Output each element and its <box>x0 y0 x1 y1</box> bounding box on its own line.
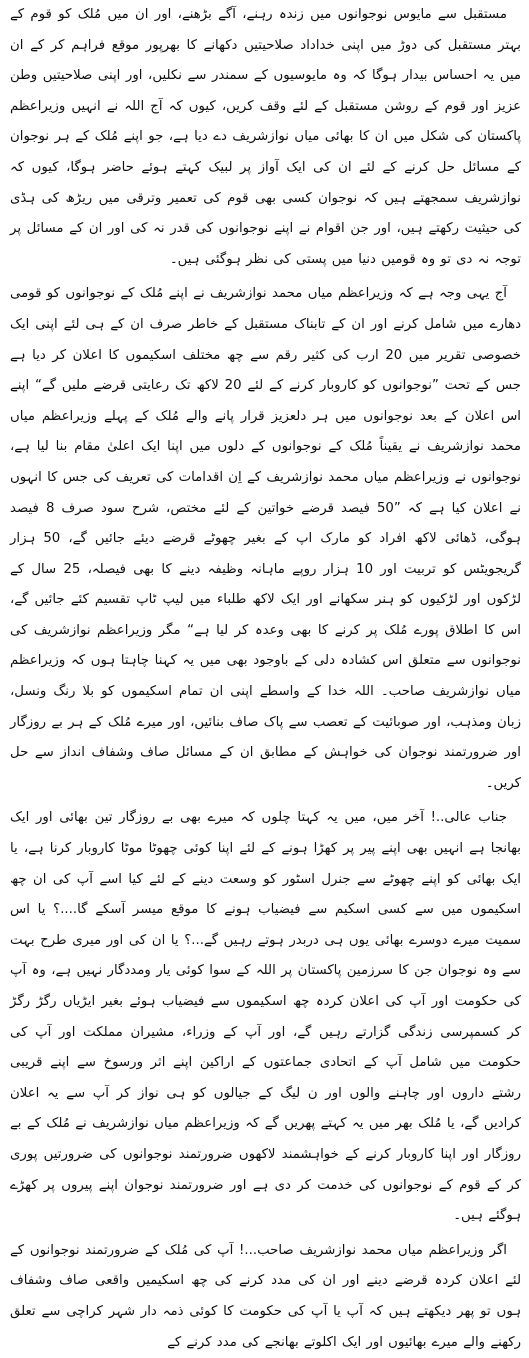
article-paragraph-3: جناب عالی..! آخر میں، میں یہ کہتا چلوں کہ میرے بھی بے روزگار تین بھائی اور ایک بھانجا ہے انہیں بھی اپنے پیر پر کھڑا ہونے کے لئے اپنا کوئی چھوٹا موٹا کاروبار کرنا ہے، یا ایک بھائی کو اپنے چھوٹے سے جنرل اسٹور کو وسعت دینے کے لئے کیا اسے آپ کی ان چھ اسکیموں میں سے کسی اسکیم سے فیضیاب ہونے کا موقع میسر آسکے گا....؟ یا اس سمیت میرے دوسرے بھائی یوں ہی دربدر ہوتے رہیں گے...؟ یا ان کی اور میری طرح بہت سے وہ نوجوان جن کا سرزمین پاکستان پر اللہ کے سوا کوئی یار ومددگار نہیں ہے، وہ آپ کی حکومت اور آپ کی اعلان کردہ چھ اسکیموں سے فیضیاب ہوئے بغیر ایڑیاں رگڑ رگڑ کر کسمپرسی زندگی گزارتے رہیں گے، اور آپ کے وزراء، مشیران مملکت اور آپ کی حکومت میں شامل آپ کے اتحادی جماعتوں کے اراکین اپنے اثر ورسوخ سے اپنے قریبی رشتے داروں اور چاہنے والوں اور ن لیگ کے جیالوں کو ہی نواز کر آپ سے یہ اعلان کرادیں گے، یا مُلک بھر میں یہ کہتے پھریں گے کہ وزیراعظم میاں نوازشریف نے مُلک کے بے روزگار اور اپنا کاروبار کرنے کے خواہشمند لاکھوں ضرورتمند نوجوانوں کی ضرورتیں پوری کر کے قوم کے نوجوانوں کی خدمت کر دی ہے اور ضرورتمند نوجوان اپنے پیروں پر کھڑے ہوگئے ہیں۔ <box>10 810 521 1224</box>
article-paragraph-4: اگر وزیراعظم میاں محمد نوازشریف صاحب...! آپ کی مُلک کے ضرورتمند نوجوانوں کے لئے اعلان کردہ قرضے دینے اور ان کی مدد کرنے کی چھ اسکیمیں واقعی صاف وشفاف ہوں تو پھر دیکھتے ہیں کہ آپ یا آپ کی حکومت کا کوئی ذمہ دار شہر کراچی سے تعلق رکھنے والے میرے بھائیوں اور ایک اکلوتے بھانجے کی مدد کرنے کے <box>10 1242 521 1350</box>
article-paragraph-1: مستقبل سے مایوس نوجوانوں میں زندہ رہنے، آگے بڑھنے، اور ان میں مُلک کو قوم کے بہتر مستقبل کی دوڑ میں اپنی خداداد صلاحیتیں دکھانے کا بھرپور موقع فراہم کر کے ان میں یہ احساس بیدار ہوگا کہ وہ مایوسیوں کے سمندر سے نکلیں، اور اپنی صلاحیتیں وطن عزیز اور قوم کے روشن مستقبل کے لئے وقف کریں، کیوں کہ آج اللہ نے انہیں وزیراعظم پاکستان کی شکل میں ان کا بھائی میاں نوازشریف دے دیا ہے، جو اپنے مُلک کے ہر نوجوان کے مسائل حل کرنے کے لئے ان کی ایک آواز پر لبیک کہتے ہوئے حاضر ہوگا، کیوں کہ نوازشریف سمجھتے ہیں کہ نوجوان کسی بھی قوم کی تعمیر وترقی میں ریڑھ کی ہڈی کی حیثیت رکھتے ہیں، اور جن اقوام نے اپنے نوجوانوں کی قدر نہ کی اور ان کے مسائل پر توجہ نہ دی تو وہ قومیں دنیا میں پستی کی نظر ہوگئی ہیں۔ <box>10 7 521 267</box>
article-paragraph-2: آج یہی وجہ ہے کہ وزیراعظم میاں محمد نوازشریف نے اپنے مُلک کے نوجوانوں کو قومی دھارے میں شامل کرنے اور ان کے تابناک مستقبل کے خاطر صرف ان کے ہی لئے اپنی ایک خصوصی تقریر میں 20 ارب کی کثیر رقم سے چھ مختلف اسکیموں کا اعلان کر دیا ہے جس کے تحت ”نوجوانوں کو کاروبار کرنے کے لئے 20 لاکھ تک رعایتی قرضے ملیں گے“ اپنے اس اعلان کے بعد نوجوانوں میں ہر دلعزیز قرار پانے والے مُلک کے پہلے وزیراعظم میاں محمد نوازشریف نے یقیناً مُلک کے نوجوانوں کے دلوں میں اپنا ایک اعلیٰ مقام بنا لیا ہے، نوجوانوں نے وزیراعظم میاں محمد نوازشریف کے اِن اقدامات کی تعریف کی جس کا انہوں نے اعلان کیا ہے کہ ”50 فیصد قرضے خواتین کے لئے مختص، شرح سود صرف 8 فیصد ہوگی، ڈھائی لاکھ افراد کو مارک اپ کے بغیر چھوٹے قرضے دیئے جائیں گے، 50 ہزار گریجویٹس کو تربیت اور 10 ہزار روپے ماہانہ وظیفہ دینے کا بھی فیصلہ، 25 سال کے لڑکوں اور لڑکیوں کو ہنر سکھانے اور ایک لاکھ طلباء میں لیپ ٹاپ تقسیم کئے جائیں گے، اس کا اطلاق پورے مُلک پر کرنے کا بھی وعدہ کر لیا ہے“ مگر وزیراعظم نوازشریف کی نوجوانوں سے متعلق اس کشادہ دلی کے باوجود بھی میں یہ کہنا چاہتا ہوں کہ وزیراعظم میاں نوازشریف صاحب۔ اللہ خدا کے واسطے اپنی ان تمام اسکیموں کو بلا رنگ ونسل، زبان ومذہب، اور صوبائیت کے تعصب سے پاک صاف بنائیں، اور میرے مُلک کے ہر بے روزگار اور ضرورتمند نوجوان کی خواہش کے مطابق ان کے مسائل صاف وشفاف انداز سے حل کریں۔ <box>10 286 522 791</box>
